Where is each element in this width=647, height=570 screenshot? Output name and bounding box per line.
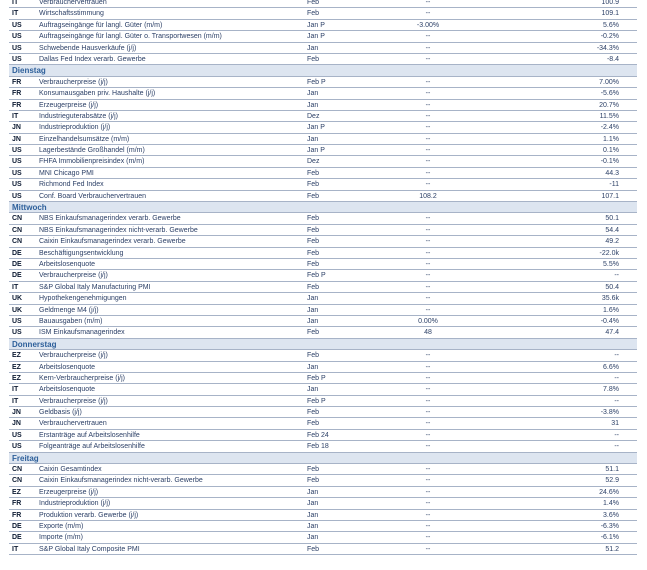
indicator-name: NBS Einkaufsmanagerindex nicht-verarb. Gewerbe <box>39 226 198 234</box>
table-row <box>9 407 637 418</box>
period: Feb <box>307 55 320 63</box>
prior-value: 6.6% <box>603 363 619 371</box>
period: Jan P <box>307 124 325 132</box>
country-code: EZ <box>12 374 21 382</box>
forecast-value: -- <box>425 238 431 246</box>
forecast-value: -- <box>425 147 431 155</box>
table-row <box>9 532 637 543</box>
country-code: CN <box>12 215 23 223</box>
forecast-value: -- <box>425 78 431 86</box>
prior-value: 3.6% <box>603 511 619 519</box>
forecast-value: -- <box>425 112 431 120</box>
forecast-value: -- <box>425 409 431 417</box>
prior-value: -11 <box>609 181 619 189</box>
period: Feb <box>307 226 320 234</box>
prior-value: -- <box>614 431 619 439</box>
table-row <box>9 544 637 555</box>
indicator-name: Konsumausgaben priv. Haushalte (j/j) <box>39 90 156 98</box>
prior-value: -- <box>614 352 619 360</box>
table-row <box>9 122 637 133</box>
table-row <box>9 430 637 441</box>
indicator-name: NBS Einkaufsmanagerindex verarb. Gewerbe <box>39 215 181 223</box>
country-code: IT <box>12 283 19 291</box>
forecast-value: -- <box>425 158 431 166</box>
indicator-name: Importe (m/m) <box>39 534 83 542</box>
table-row <box>9 77 637 88</box>
forecast-value: -- <box>425 295 431 303</box>
indicator-name: Caixin Gesamtindex <box>39 466 102 474</box>
period: Feb <box>307 238 320 246</box>
country-code: IT <box>12 112 19 120</box>
indicator-name: S&P Global Italy Composite PMI <box>39 545 140 553</box>
table-row <box>9 293 637 304</box>
prior-value: 47.4 <box>605 329 619 337</box>
table-row <box>9 20 637 31</box>
indicator-name: Caixin Einkaufsmanagerindex nicht-verarb. Gewerbe <box>39 477 203 485</box>
prior-value: 7.00% <box>599 78 619 86</box>
period: Jan <box>307 306 319 314</box>
period: Feb <box>307 352 320 360</box>
country-code: IT <box>12 0 19 6</box>
indicator-name: Exporte (m/m) <box>39 522 84 530</box>
prior-value: -- <box>614 443 619 451</box>
forecast-value: -- <box>425 386 431 394</box>
indicator-name: MNI Chicago PMI <box>39 169 94 177</box>
prior-value: -3.8% <box>600 409 619 417</box>
indicator-name: Folgeanträge auf Arbeitslosenhilfe <box>39 443 145 451</box>
table-row <box>9 0 637 8</box>
forecast-value: 108.2 <box>419 192 437 200</box>
country-code: US <box>12 317 22 325</box>
period: Feb 24 <box>307 431 329 439</box>
period: Feb <box>307 181 320 189</box>
table-row <box>9 384 637 395</box>
forecast-value: -- <box>425 215 431 223</box>
forecast-value: -- <box>425 101 431 109</box>
table-row <box>9 270 637 281</box>
indicator-name: Industrieproduktion (j/j) <box>39 500 111 508</box>
period: Feb <box>307 192 320 200</box>
indicator-name: Verbraucherpreise (j/j) <box>39 78 108 86</box>
forecast-value: -- <box>425 169 431 177</box>
country-code: IT <box>12 10 19 18</box>
forecast-value: -- <box>425 534 431 542</box>
day-section-header <box>9 339 637 350</box>
forecast-value: -- <box>425 545 431 553</box>
country-code: DE <box>12 249 22 257</box>
country-code: US <box>12 431 22 439</box>
prior-value: 52.9 <box>605 477 619 485</box>
country-code: CN <box>12 238 23 246</box>
indicator-name: FHFA Immobilienpreisindex (m/m) <box>39 158 145 166</box>
forecast-value: -- <box>425 90 431 98</box>
period: Feb P <box>307 374 326 382</box>
indicator-name: Erzeugerpreise (j/j) <box>39 101 99 109</box>
period: Feb <box>307 10 320 18</box>
indicator-name: Beschäftigungsentwicklung <box>39 249 124 257</box>
prior-value: -34.3% <box>596 44 619 52</box>
prior-value: 7.8% <box>603 386 619 394</box>
table-row <box>9 8 637 19</box>
prior-value: 51.2 <box>605 545 619 553</box>
period: Feb P <box>307 397 326 405</box>
forecast-value: -- <box>425 397 431 405</box>
table-row <box>9 31 637 42</box>
country-code: CN <box>12 477 23 485</box>
prior-value: 5.6% <box>603 21 619 29</box>
prior-value: 1.1% <box>603 135 619 143</box>
table-row <box>9 327 637 338</box>
table-row <box>9 418 637 429</box>
table-row <box>9 213 637 224</box>
prior-value: -5.6% <box>600 90 619 98</box>
country-code: FR <box>12 78 22 86</box>
prior-value: 107.1 <box>601 192 619 200</box>
prior-value: 50.1 <box>605 215 619 223</box>
table-row <box>9 248 637 259</box>
period: Jan <box>307 386 319 394</box>
indicator-name: Dallas Fed Index verarb. Gewerbe <box>39 55 146 63</box>
prior-value: 20.7% <box>599 101 619 109</box>
table-row <box>9 362 637 373</box>
forecast-value: -- <box>425 363 431 371</box>
forecast-value: -- <box>425 511 431 519</box>
forecast-value: -- <box>425 522 431 530</box>
period: Feb <box>307 215 320 223</box>
table-row <box>9 464 637 475</box>
forecast-value: -- <box>425 55 431 63</box>
table-row <box>9 373 637 384</box>
forecast-value: -- <box>425 249 431 257</box>
forecast-value: 0.00% <box>418 317 438 325</box>
country-code: IT <box>12 545 19 553</box>
period: Dez <box>307 112 320 120</box>
period: Feb 18 <box>307 443 329 451</box>
indicator-name: Kern-Verbraucherpreise (j/j) <box>39 374 125 382</box>
table-row <box>9 156 637 167</box>
day-section-title: Donnerstag <box>12 339 57 349</box>
table-row <box>9 54 637 65</box>
prior-value: 109.1 <box>601 10 619 18</box>
prior-value: 100.9 <box>601 0 619 6</box>
forecast-value: -- <box>425 135 431 143</box>
period: Jan <box>307 44 319 52</box>
indicator-name: Erzeugerpreise (j/j) <box>39 488 99 496</box>
day-section-title: Freitag <box>12 453 39 463</box>
country-code: US <box>12 158 22 166</box>
indicator-name: Produktion verarb. Gewerbe (j/j) <box>39 511 139 519</box>
indicator-name: Conf. Board Verbrauchervertrauen <box>39 192 147 200</box>
day-section-title: Dienstag <box>12 66 46 76</box>
period: Jan <box>307 363 319 371</box>
country-code: EZ <box>12 488 21 496</box>
table-row <box>9 134 637 145</box>
forecast-value: -- <box>425 420 431 428</box>
indicator-name: Auftragseingänge für langl. Güter o. Transportwesen (m/m) <box>39 33 222 41</box>
table-row <box>9 179 637 190</box>
economic-calendar-table <box>9 0 637 555</box>
prior-value: 5.5% <box>603 260 619 268</box>
period: Jan <box>307 488 319 496</box>
country-code: US <box>12 443 22 451</box>
country-code: EZ <box>12 363 21 371</box>
table-row <box>9 487 637 498</box>
country-code: CN <box>12 226 23 234</box>
forecast-value: -- <box>425 44 431 52</box>
prior-value: 31 <box>611 420 619 428</box>
table-row <box>9 521 637 532</box>
table-row <box>9 236 637 247</box>
period: Jan <box>307 500 319 508</box>
indicator-name: Arbeitslosenquote <box>39 363 96 371</box>
prior-value: 1.4% <box>603 500 619 508</box>
indicator-name: Verbrauchervertrauen <box>39 420 107 428</box>
prior-value: 0.1% <box>603 147 619 155</box>
forecast-value: -- <box>425 431 431 439</box>
prior-value: 54.4 <box>605 226 619 234</box>
forecast-value: -3.00% <box>416 21 440 29</box>
period: Feb <box>307 466 320 474</box>
table-row <box>9 43 637 54</box>
country-code: EZ <box>12 352 21 360</box>
period: Feb <box>307 545 320 553</box>
country-code: FR <box>12 511 22 519</box>
indicator-name: Arbeitslosenquote <box>39 260 96 268</box>
table-row <box>9 225 637 236</box>
period: Dez <box>307 158 320 166</box>
period: Feb <box>307 420 320 428</box>
table-row <box>9 350 637 361</box>
period: Jan <box>307 534 319 542</box>
table-row <box>9 191 637 202</box>
country-code: FR <box>12 101 22 109</box>
indicator-name: Geldbasis (j/j) <box>39 409 82 417</box>
prior-value: -0.4% <box>600 317 619 325</box>
forecast-value: -- <box>425 0 431 6</box>
period: Jan <box>307 101 319 109</box>
forecast-value: -- <box>425 466 431 474</box>
forecast-value: -- <box>425 477 431 485</box>
forecast-value: -- <box>425 10 431 18</box>
indicator-name: Industrieproduktion (j/j) <box>39 124 111 132</box>
forecast-value: -- <box>425 374 431 382</box>
country-code: US <box>12 329 22 337</box>
country-code: US <box>12 181 22 189</box>
table-row <box>9 316 637 327</box>
indicator-name: Verbraucherpreise (j/j) <box>39 352 108 360</box>
prior-value: 11.5% <box>599 112 619 120</box>
period: Jan <box>307 511 319 519</box>
indicator-name: Arbeitslosenquote <box>39 386 96 394</box>
country-code: JN <box>12 420 21 428</box>
forecast-value: -- <box>425 500 431 508</box>
table-row <box>9 475 637 486</box>
prior-value: 24.6% <box>599 488 619 496</box>
country-code: US <box>12 192 22 200</box>
country-code: CN <box>12 466 23 474</box>
table-row <box>9 282 637 293</box>
forecast-value: -- <box>425 443 431 451</box>
period: Feb P <box>307 78 326 86</box>
country-code: US <box>12 33 22 41</box>
country-code: IT <box>12 386 19 394</box>
country-code: JN <box>12 124 21 132</box>
country-code: DE <box>12 272 22 280</box>
indicator-name: Industrieguterabsätze (j/j) <box>39 112 118 120</box>
country-code: DE <box>12 534 22 542</box>
prior-value: 50.4 <box>605 283 619 291</box>
indicator-name: Verbraucherpreise (j/j) <box>39 272 108 280</box>
indicator-name: Geldmenge M4 (j/j) <box>39 306 99 314</box>
table-row <box>9 441 637 452</box>
forecast-value: -- <box>425 352 431 360</box>
country-code: FR <box>12 90 22 98</box>
prior-value: 1.6% <box>603 306 619 314</box>
country-code: US <box>12 55 22 63</box>
indicator-name: Caixin Einkaufsmanagerindex verarb. Gewerbe <box>39 238 186 246</box>
period: Feb <box>307 409 320 417</box>
indicator-name: Erstanträge auf Arbeitslosenhilfe <box>39 431 140 439</box>
indicator-name: Richmond Fed Index <box>39 181 104 189</box>
table-row <box>9 111 637 122</box>
prior-value: 35.6k <box>601 295 619 303</box>
country-code: IT <box>12 397 19 405</box>
forecast-value: -- <box>425 124 431 132</box>
period: Feb P <box>307 272 326 280</box>
country-code: FR <box>12 500 22 508</box>
indicator-name: Schwebende Hausverkäufe (j/j) <box>39 44 137 52</box>
indicator-name: S&P Global Italy Manufacturing PMI <box>39 283 151 291</box>
period: Jan P <box>307 147 325 155</box>
country-code: JN <box>12 135 21 143</box>
prior-value: -6.3% <box>600 522 619 530</box>
forecast-value: -- <box>425 488 431 496</box>
period: Jan P <box>307 33 325 41</box>
country-code: UK <box>12 306 23 314</box>
period: Jan <box>307 135 319 143</box>
prior-value: -2.4% <box>600 124 619 132</box>
country-code: UK <box>12 295 23 303</box>
period: Feb <box>307 169 320 177</box>
prior-value: -6.1% <box>600 534 619 542</box>
indicator-name: Lagerbestände Großhandel (m/m) <box>39 147 145 155</box>
forecast-value: -- <box>425 33 431 41</box>
country-code: DE <box>12 260 22 268</box>
indicator-name: Einzelhandelsumsätze (m/m) <box>39 135 130 143</box>
day-section-title: Mittwoch <box>12 203 47 213</box>
period: Feb <box>307 249 320 257</box>
forecast-value: -- <box>425 283 431 291</box>
forecast-value: -- <box>425 226 431 234</box>
day-section-header <box>9 202 637 213</box>
period: Feb <box>307 283 320 291</box>
table-row <box>9 145 637 156</box>
prior-value: -- <box>614 374 619 382</box>
day-section-header <box>9 65 637 76</box>
forecast-value: -- <box>425 181 431 189</box>
prior-value: -- <box>614 272 619 280</box>
table-row <box>9 510 637 521</box>
prior-value: -22.0k <box>599 249 619 257</box>
prior-value: -8.4 <box>606 55 619 63</box>
forecast-value: -- <box>425 306 431 314</box>
table-row <box>9 498 637 509</box>
period: Jan <box>307 317 319 325</box>
prior-value: -- <box>614 397 619 405</box>
country-code: US <box>12 169 22 177</box>
prior-value: 51.1 <box>605 466 619 474</box>
country-code: US <box>12 21 22 29</box>
country-code: JN <box>12 409 21 417</box>
prior-value: -0.2% <box>600 33 619 41</box>
prior-value: -0.1% <box>600 158 619 166</box>
table-row <box>9 259 637 270</box>
prior-value: 49.2 <box>605 238 619 246</box>
period: Jan <box>307 522 319 530</box>
period: Feb <box>307 477 320 485</box>
country-code: US <box>12 147 22 155</box>
table-row <box>9 100 637 111</box>
period: Feb <box>307 0 320 6</box>
day-section-header <box>9 453 637 464</box>
indicator-name: Hypothekengenehmigungen <box>39 295 127 303</box>
period: Jan P <box>307 21 325 29</box>
table-row <box>9 305 637 316</box>
indicator-name: Auftragseingänge für langl. Güter (m/m) <box>39 21 163 29</box>
indicator-name: Wirtschaftsstimmung <box>39 10 104 18</box>
indicator-name: ISM Einkaufsmanagerindex <box>39 329 125 337</box>
table-row <box>9 396 637 407</box>
forecast-value: -- <box>425 260 431 268</box>
indicator-name: Verbraucherpreise (j/j) <box>39 397 108 405</box>
period: Feb <box>307 260 320 268</box>
indicator-name: Bauausgaben (m/m) <box>39 317 103 325</box>
forecast-value: -- <box>425 272 431 280</box>
period: Feb <box>307 329 320 337</box>
table-row <box>9 88 637 99</box>
country-code: DE <box>12 522 22 530</box>
period: Jan <box>307 90 319 98</box>
indicator-name: Verbrauchervertrauen <box>39 0 107 6</box>
table-row <box>9 168 637 179</box>
forecast-value: 48 <box>424 329 432 337</box>
period: Jan <box>307 295 319 303</box>
country-code: US <box>12 44 22 52</box>
prior-value: 44.3 <box>605 169 619 177</box>
